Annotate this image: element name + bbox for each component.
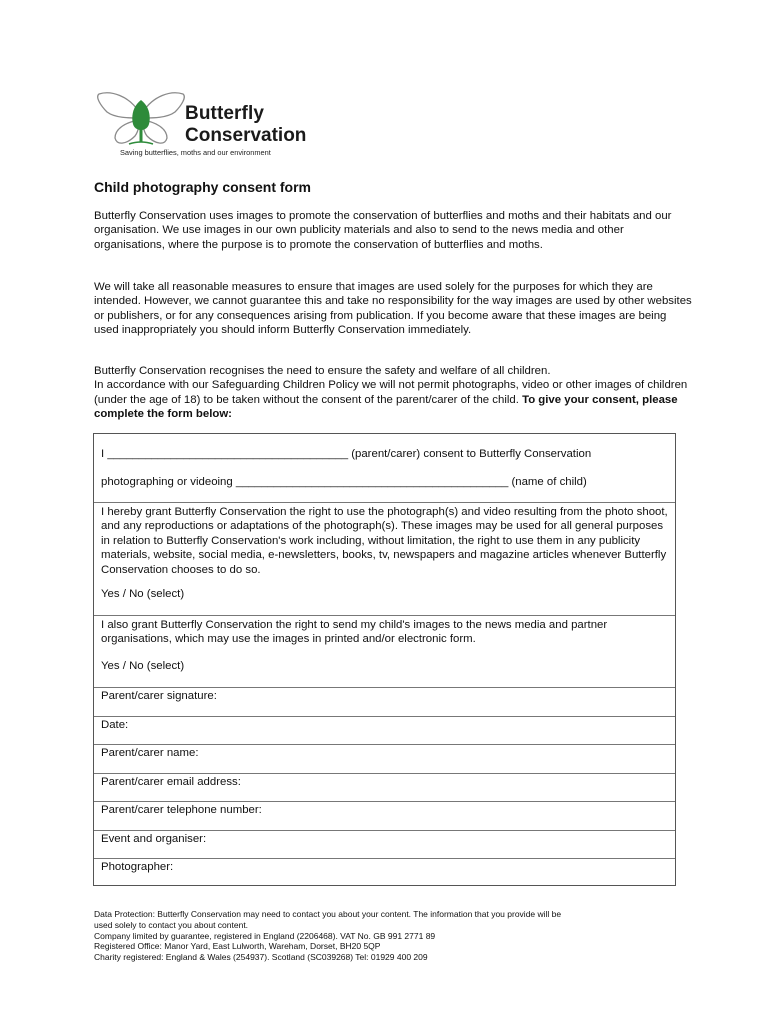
consent-names-row	[94, 434, 675, 503]
intro-paragraph	[94, 209, 694, 252]
logo-name-line2: Conservation	[185, 125, 307, 146]
phone-label: Parent/carer telephone number:	[101, 804, 262, 816]
footer-line-4: Registered Office: Manor Yard, East Lulworth, Wareham, Dorset, BH20 5QP	[94, 941, 381, 952]
logo-name-line1: Butterfly	[185, 103, 265, 124]
footer-line-3: Company limited by guarantee, registered in England (2206468). VAT No. GB 991 2771 89	[94, 930, 436, 941]
parent-name-label: Parent/carer name:	[101, 747, 199, 759]
event-row[interactable]	[94, 831, 675, 859]
intro-text: Butterfly Conservation uses images to promote the conservation of butterflies and moths and their habitats and our organisation. We use images in our own publicity materials and also to send to the news media and other organisations, where the purpose is to promote the conservation of butterflies and moths.	[94, 210, 672, 251]
page-title: Child photography consent form	[94, 179, 311, 195]
parent-name-row[interactable]	[94, 745, 675, 774]
grant-media-row	[94, 616, 675, 688]
grant-media-text: I also grant Butterfly Conservation the right to send my child's images to the news media and partner organisations, which may use the images in printed and/or electronic form.	[101, 619, 608, 646]
consent-instruction: To give your consent, please complete the form below:	[94, 393, 678, 421]
footer-line-5: Charity registered: England & Wales (254937). Scotland (SC039268) Tel: 01929 400 209	[94, 952, 428, 963]
child-name-line[interactable]: photographing or videoing ___________________________________________ (name of child)	[101, 476, 587, 488]
safeguarding-text-1: Butterfly Conservation recognises the need to ensure the safety and welfare of all children.	[94, 365, 551, 377]
phone-row[interactable]	[94, 802, 675, 831]
footer-line-2: used solely to contact you about content.	[94, 919, 249, 930]
email-label: Parent/carer email address:	[101, 776, 241, 788]
email-row[interactable]	[94, 774, 675, 802]
date-row[interactable]	[94, 717, 675, 745]
logo-tagline: Saving butterflies, moths and our environment	[120, 148, 271, 157]
parent-consent-line[interactable]: I ______________________________________ (parent/carer) consent to Butterfly Conservation	[101, 448, 592, 460]
grant-use-select[interactable]: Yes / No (select)	[101, 588, 185, 600]
consent-form	[93, 433, 676, 886]
photographer-label: Photographer:	[101, 861, 174, 873]
footer	[94, 909, 684, 963]
safeguarding-text-2-body: In accordance with our Safeguarding Children Policy we will not permit photographs, video or other images of children (under the age of 18) to be taken without the consent of the parent/carer of the child.	[94, 379, 688, 406]
measures-paragraph	[94, 280, 694, 338]
safeguarding-paragraph	[94, 364, 694, 422]
butterfly-conservation-logo	[95, 88, 325, 160]
signature-row[interactable]	[94, 688, 675, 717]
safeguarding-text-2	[94, 378, 694, 421]
date-label: Date:	[101, 719, 129, 731]
photographer-row[interactable]	[94, 859, 675, 886]
grant-media-select[interactable]: Yes / No (select)	[101, 660, 185, 672]
grant-use-row	[94, 503, 675, 616]
butterfly-tree-icon	[95, 88, 187, 150]
event-label: Event and organiser:	[101, 833, 207, 845]
signature-label: Parent/carer signature:	[101, 690, 217, 702]
measures-text: We will take all reasonable measures to ensure that images are used solely for the purposes for which they are intended. However, we cannot guarantee this and take no responsibility for the way images are used by other websites or publishers, or for any consequences arising from publication. If you become aware that these images are being used inappropriately you should inform Butterfly Conservation immediately.	[94, 281, 692, 337]
footer-line-1: Data Protection: Butterfly Conservation may need to contact you about your content. The information that you provide will be	[94, 909, 562, 919]
grant-use-text: I hereby grant Butterfly Conservation the right to use the photograph(s) and video resulting from the photo shoot, and any reproductions or adaptations of the photograph(s). These images may be used for all general purposes in relation to Butterfly Conservation's work including, without limitation, the right to use them in any publicity materials, website, social media, e-newsletters, books, tv, newspapers and magazine articles whenever Butterfly Conservation chooses to do so.	[101, 506, 668, 576]
